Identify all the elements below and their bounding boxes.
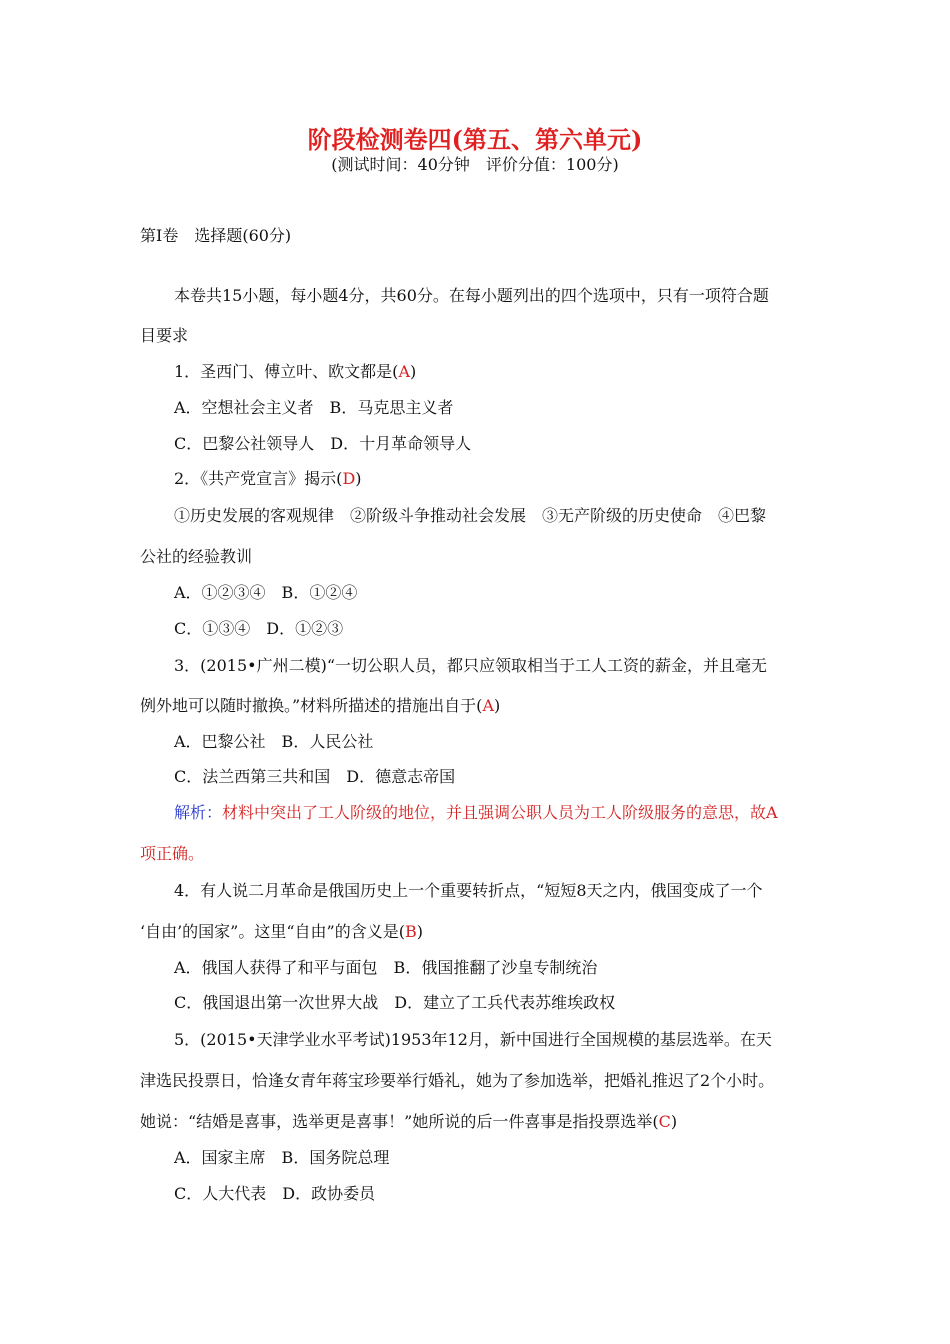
question-4-stem-line1: 4．有人说二月革命是俄国历史上一个重要转折点，“短短8天之内，俄国变成了一个	[174, 881, 763, 900]
question-5-options-ab: A．国家主席 B．国务院总理	[174, 1148, 390, 1167]
question-1-options-ab: A．空想社会主义者 B．马克思主义者	[174, 398, 454, 417]
page-title: 阶段检测卷四(第五、第六单元)	[307, 125, 643, 154]
answer-3: A	[482, 696, 494, 715]
answer-4: B	[404, 922, 417, 941]
instructions-line1: 本卷共15小题，每小题4分，共60分。在每小题列出的四个选项中，只有一项符合题	[174, 286, 769, 305]
question-5-stem-line2: 津选民投票日，恰逢女青年蒋宝珍要举行婚礼，她为了参加选举，把婚礼推迟了2个小时。	[140, 1071, 775, 1090]
question-1-options-cd: C．巴黎公社领导人 D．十月革命领导人	[174, 434, 472, 453]
question-2-options-cd: C．①③④ D．①②③	[174, 619, 344, 638]
question-1-stem: 1．圣西门、傅立叶、欧文都是(A)	[174, 362, 417, 381]
question-2-options-ab: A．①②③④ B．①②④	[174, 583, 358, 602]
question-2-stem: 2．《共产党宣言》揭示(D)	[174, 469, 362, 488]
question-2-items-line2: 公社的经验教训	[140, 547, 253, 566]
analysis-label: 解析：	[174, 803, 223, 822]
answer-2: D	[342, 469, 356, 488]
question-3-analysis-line2: 项正确。	[140, 844, 205, 863]
question-4-options-ab: A．俄国人获得了和平与面包 B．俄国推翻了沙皇专制统治	[174, 958, 598, 977]
question-3-analysis-line1: 解析：材料中突出了工人阶级的地位，并且强调公职人员为工人阶级服务的意思，故A	[174, 803, 778, 822]
answer-1: A	[398, 362, 410, 381]
question-3-stem-line2: 例外地可以随时撤换。”材料所描述的措施出自于(A)	[140, 696, 501, 715]
question-4-options-cd: C．俄国退出第一次世界大战 D．建立了工兵代表苏维埃政权	[174, 993, 616, 1012]
question-3-stem-line1: 3．(2015•广州二模)“一切公职人员，都只应领取相当于工人工资的薪金，并且毫无	[174, 656, 768, 675]
question-5-stem-line1: 5．(2015•天津学业水平考试)1953年12月，新中国进行全国规模的基层选举。在天	[174, 1030, 772, 1049]
question-2-items-line1: ①历史发展的客观规律 ②阶级斗争推动社会发展 ③无产阶级的历史使命 ④巴黎	[174, 506, 767, 525]
answer-5: C	[658, 1112, 671, 1131]
question-5-stem-line3: 她说：“结婚是喜事，选举更是喜事！”她所说的后一件喜事是指投票选举(C)	[140, 1112, 678, 1131]
question-3-options-cd: C．法兰西第三共和国 D．德意志帝国	[174, 767, 456, 786]
question-3-options-ab: A．巴黎公社 B．人民公社	[174, 732, 374, 751]
instructions-line2: 目要求	[140, 326, 189, 345]
section-heading: 第Ⅰ卷 选择题(60分)	[140, 226, 292, 245]
question-4-stem-line2: ‘自由’的国家”。这里“自由”的含义是(B)	[140, 922, 423, 941]
question-5-options-cd: C．人大代表 D．政协委员	[174, 1184, 376, 1203]
page-subtitle: (测试时间：40分钟 评价分值：100分)	[331, 155, 619, 174]
